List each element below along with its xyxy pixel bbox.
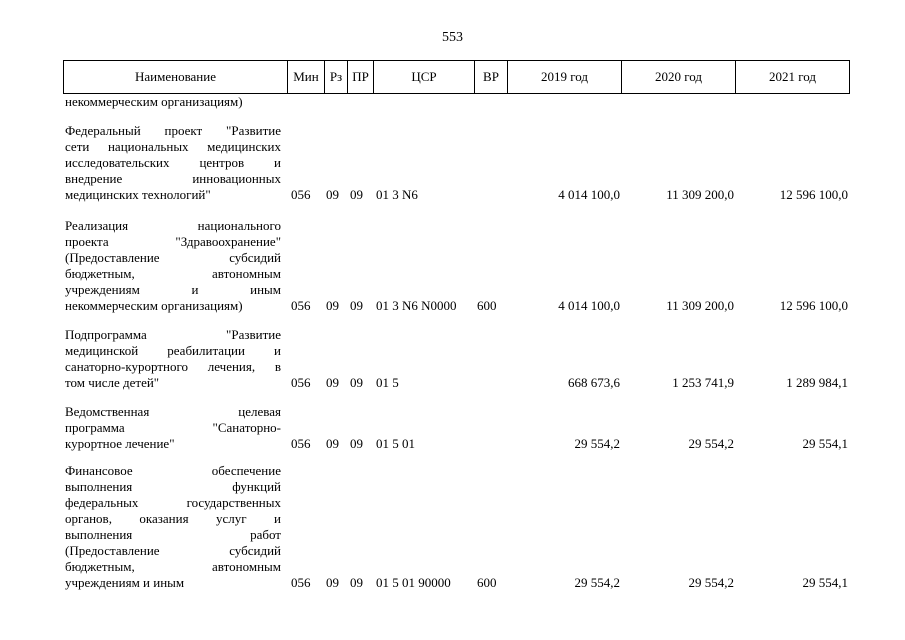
row-name-line: бюджетным, автономным [65,559,281,574]
header-pr: ПР [347,61,373,93]
row-name-line: сети национальных медицинских [65,139,281,154]
row-name [65,327,281,391]
header-vr: ВР [474,61,507,93]
row-rz: 09 [326,375,339,390]
row-name-line: внедрение инновационных [65,171,281,186]
row-name-line: санаторно-курортного лечения, в [65,359,281,374]
row-rz: 09 [326,436,339,451]
row-value-2020: 11 309 200,0 [666,298,734,313]
row-name-line: (Предоставление субсидий [65,543,281,558]
row-csr: 01 5 01 [376,436,415,451]
row-name-line: Реализация национального [65,218,281,233]
row-pr: 09 [350,187,363,202]
row-pr: 09 [350,436,363,451]
row-rz: 09 [326,575,339,590]
row-rz: 09 [326,298,339,313]
row-value-2020: 11 309 200,0 [666,187,734,202]
row-name-line: выполнения работ [65,527,281,542]
header-2021: 2021 год [735,61,849,93]
row-name-line: Ведомственная целевая [65,404,281,419]
row-csr: 01 5 [376,375,399,390]
header-rz: Рз [324,61,347,93]
row-name-line: исследовательских центров и [65,155,281,170]
row-name-line: бюджетным, автономным [65,266,281,281]
row-min: 056 [291,375,311,390]
row-name-line: Подпрограмма "Развитие [65,327,281,342]
header-2019: 2019 год [507,61,621,93]
row-value-2020: 29 554,2 [688,436,734,451]
row-name-line: программа "Санаторно- [65,420,281,435]
row-name-line: медицинской реабилитации и [65,343,281,358]
row-value-2019: 29 554,2 [574,575,620,590]
row-name [65,218,281,314]
row-name-line: Финансовое обеспечение [65,463,281,478]
row-pr: 09 [350,575,363,590]
row-name-line: выполнения функций [65,479,281,494]
row-name-line: (Предоставление субсидий [65,250,281,265]
page-number: 553 [442,30,463,45]
row-name [65,463,281,591]
row-value-2019: 4 014 100,0 [558,298,620,313]
row-min: 056 [291,298,311,313]
header-min: Мин [287,61,324,93]
row-name-line: органов, оказания услуг и [65,511,281,526]
row-value-2020: 1 253 741,9 [672,375,734,390]
row-rz: 09 [326,187,339,202]
row-pr: 09 [350,298,363,313]
continuation-text: некоммерческим организациям) [65,94,243,109]
row-vr: 600 [477,575,497,590]
header-name: Наименование [135,69,216,84]
row-name-line: некоммерческим организациям) [65,298,243,313]
row-value-2021: 12 596 100,0 [779,298,848,313]
row-name-line: медицинских технологий" [65,187,211,202]
row-name-line: федеральных государственных [65,495,281,510]
row-name-line: учреждениям и иным [65,282,281,297]
row-vr: 600 [477,298,497,313]
row-value-2020: 29 554,2 [688,575,734,590]
row-csr: 01 5 01 90000 [376,575,451,590]
header-2020: 2020 год [621,61,735,93]
row-value-2019: 668 673,6 [568,375,620,390]
row-value-2019: 4 014 100,0 [558,187,620,202]
row-value-2019: 29 554,2 [574,436,620,451]
row-name-line: учреждениям и иным [65,575,185,590]
row-csr: 01 3 N6 [376,187,418,202]
row-min: 056 [291,187,311,202]
row-value-2021: 1 289 984,1 [786,375,848,390]
row-value-2021: 29 554,1 [802,575,848,590]
row-name-line: курортное лечение" [65,436,175,451]
row-min: 056 [291,575,311,590]
row-min: 056 [291,436,311,451]
row-name-line: проекта "Здравоохранение" [65,234,281,249]
header-csr: ЦСР [373,61,474,93]
row-name-line: Федеральный проект "Развитие [65,123,281,138]
row-name [65,123,281,203]
row-name [65,404,281,452]
row-pr: 09 [350,375,363,390]
row-value-2021: 29 554,1 [802,436,848,451]
row-name-line: том числе детей" [65,375,160,390]
row-csr: 01 3 N6 N0000 [376,298,457,313]
table-header [63,60,850,94]
row-value-2021: 12 596 100,0 [779,187,848,202]
